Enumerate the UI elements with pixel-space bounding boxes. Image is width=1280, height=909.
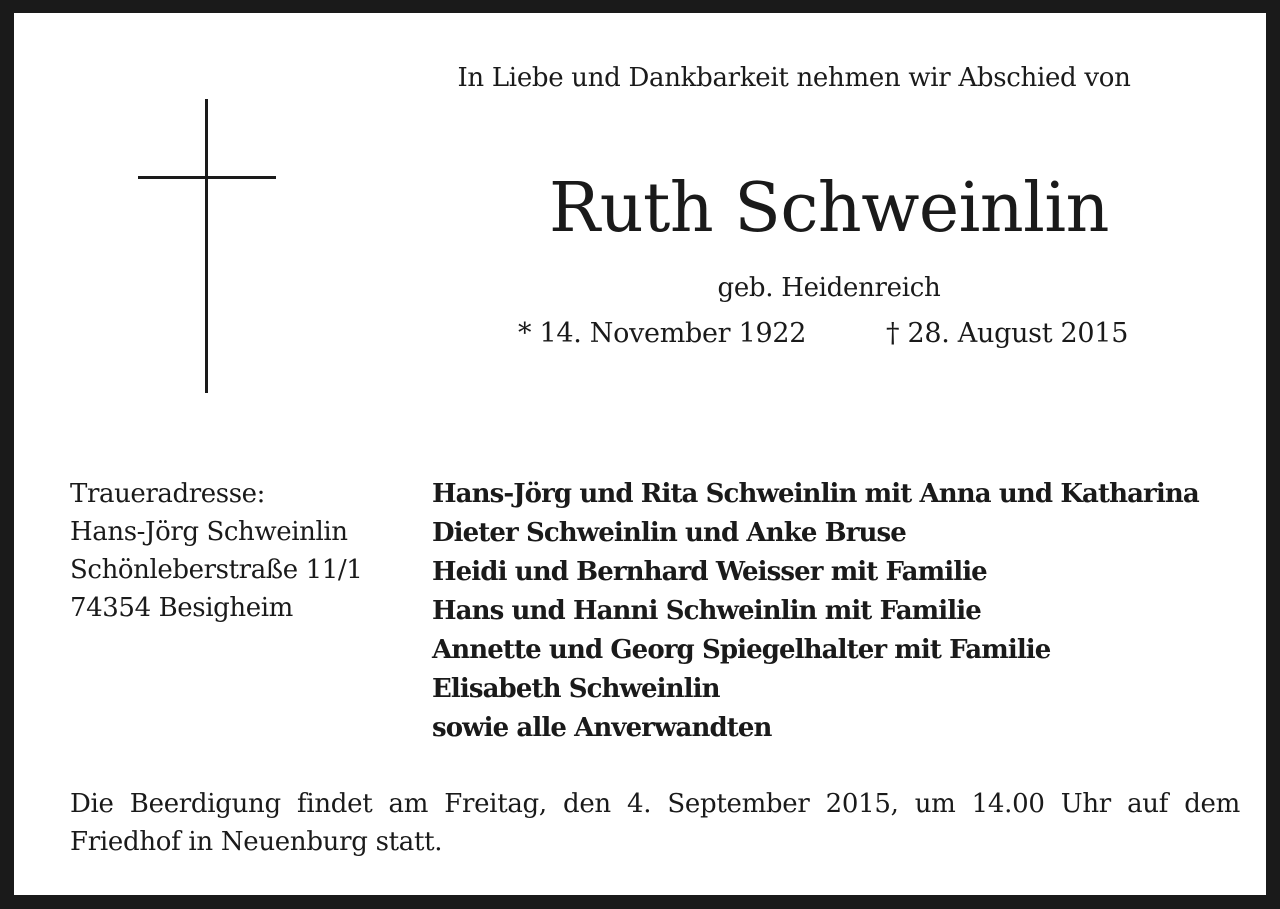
cross-vertical-bar [205,99,208,393]
obituary-notice [14,13,1266,895]
intro-text: In Liebe und Dankbarkeit nehmen wir Abschied von [457,63,1131,93]
mourner-line: Hans und Hanni Schweinlin mit Familie [432,596,981,626]
maiden-name: geb. Heidenreich [717,273,941,303]
death-date: † 28. August 2015 [886,318,1129,349]
mourners-list [432,475,1199,748]
birth-date: * 14. November 1922 [518,318,807,349]
address-line: Schönleberstraße 11/1 [70,555,363,585]
mourner-line: Dieter Schweinlin und Anke Bruse [432,518,906,548]
mourner-line: Hans-Jörg und Rita Schweinlin mit Anna und Katharina [432,479,1199,509]
address-line: Hans-Jörg Schweinlin [70,517,348,547]
deceased-name: Ruth Schweinlin [549,169,1109,248]
cross-horizontal-bar [138,176,276,179]
mourning-address [70,475,362,627]
mourner-line: sowie alle Anverwandten [432,713,772,743]
mourner-line: Heidi und Bernhard Weisser mit Familie [432,557,987,587]
funeral-info: Die Beerdigung findet am Freitag, den 4. September 2015, um 14.00 Uhr auf dem Friedhof in Neuenburg statt. [70,789,1240,857]
address-line: 74354 Besigheim [70,593,293,623]
mourner-line: Elisabeth Schweinlin [432,674,720,704]
address-line: Traueradresse: [70,479,266,509]
mourner-line: Annette und Georg Spiegelhalter mit Familie [432,635,1051,665]
cross-icon [138,99,276,393]
